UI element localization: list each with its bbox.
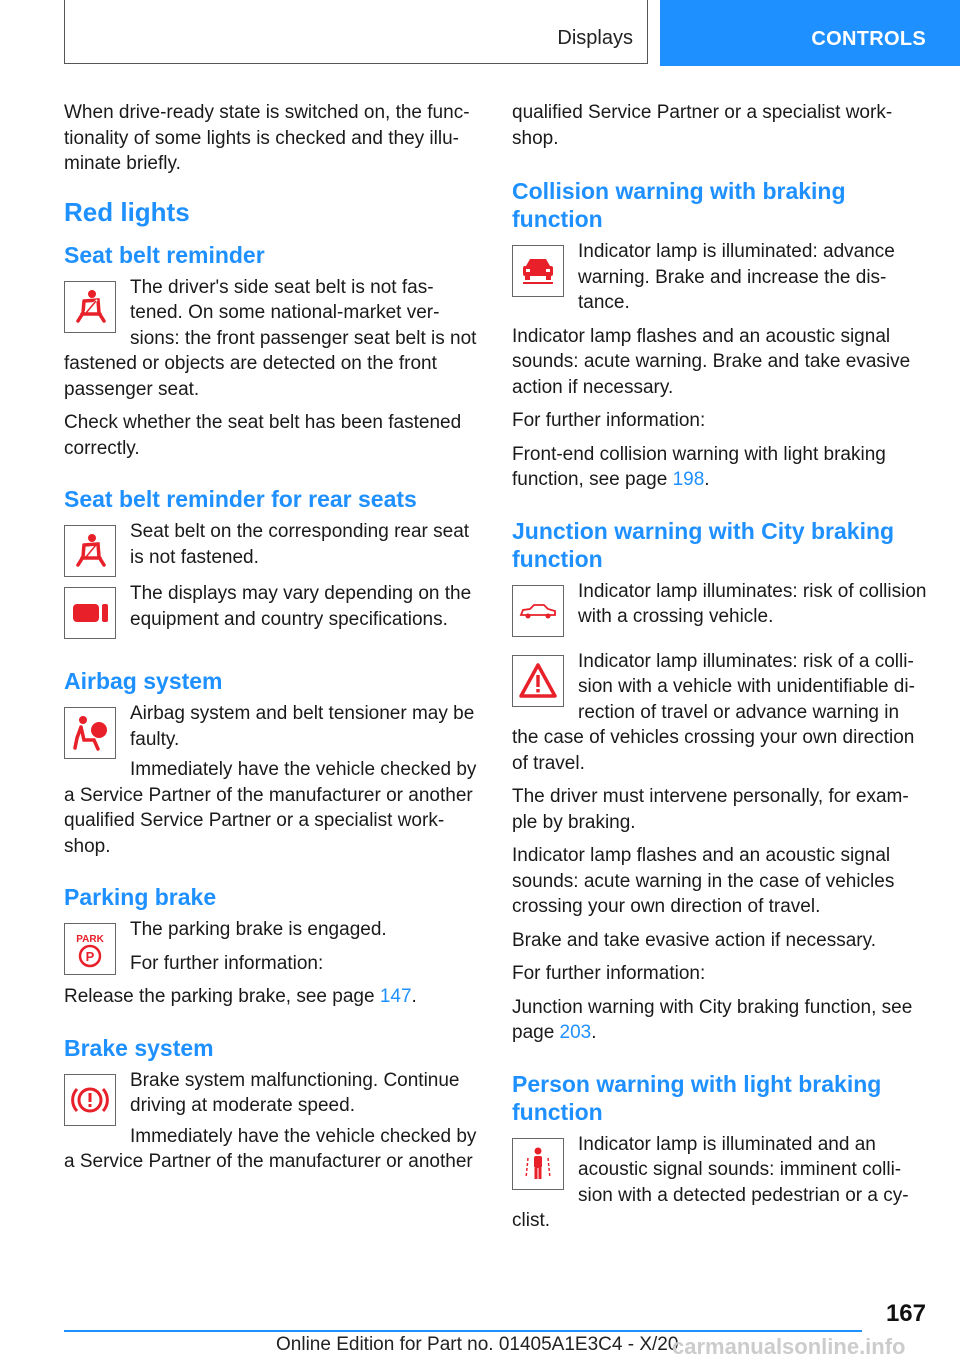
junction-brake: Brake and take evasive action if necessary. xyxy=(512,929,877,951)
heading-junction-warning: Junction warning with City braking function xyxy=(512,517,895,572)
junction-unidentified-indicator xyxy=(512,649,927,777)
junction-text: Indicator lamp illuminates: risk of collision with a crossing vehicle. xyxy=(578,580,927,627)
seat-belt-text: The driver's side seat belt is not fas-tened. On some national-market ver-sions: the front passenger seat belt is not fastened or objects are detected on the front passenger seat. xyxy=(64,276,477,400)
rear-seat-belt-icon xyxy=(64,525,116,577)
pedestrian-icon xyxy=(512,1138,564,1190)
left-column xyxy=(64,100,479,1183)
right-column xyxy=(512,100,927,1242)
person-text: Indicator lamp is illuminated and an acoustic signal sounds: imminent colli-sion with a detected pedestrian or a cy-clist. xyxy=(512,1133,909,1231)
brake-system-text: Brake system malfunctioning. Continue driving at moderate speed. xyxy=(130,1069,460,1116)
junction-acute: Indicator lamp flashes and an acoustic signal sounds: acute warning in the case of vehicles crossing your own direction of travel. xyxy=(512,845,895,917)
collision-indicator xyxy=(512,239,927,316)
header-chapter-tab xyxy=(660,0,960,66)
brake-system-icon xyxy=(64,1074,116,1126)
collision-text: Indicator lamp is illuminated: advance warning. Brake and increase the dis-tance. xyxy=(578,241,895,313)
seat-belt-indicator xyxy=(64,275,479,403)
heading-collision-warning: Collision warning with braking function xyxy=(512,178,846,232)
page-link-203[interactable]: 203 xyxy=(559,1022,592,1043)
parking-brake-info: For further information: xyxy=(130,952,324,974)
person-indicator xyxy=(512,1132,927,1234)
heading-airbag-system: Airbag system xyxy=(64,668,223,694)
intro-text: When drive-ready state is switched on, the func-tionality of some lights is checked and they illu-minate briefly. xyxy=(64,102,470,174)
airbag-icon xyxy=(64,707,116,759)
heading-person-warning: Person warning with light braking function xyxy=(512,1070,882,1125)
page-header xyxy=(0,0,960,66)
rear-seat-belt-text: Seat belt on the corresponding rear seat is not fastened. xyxy=(130,521,470,568)
footer-divider xyxy=(64,1330,862,1332)
svg-text:P: P xyxy=(85,949,95,964)
junction-unidentified-text: Indicator lamp illuminates: risk of a colli-sion with a vehicle with unidentifiable di-rection of travel or advance warning in the case of vehicles crossing your own direction of travel. xyxy=(512,650,915,774)
collision-acute: Indicator lamp flashes and an acoustic signal sounds: acute warning. Brake and take evasive action if necessary. xyxy=(512,325,911,398)
rear-seat-display-indicator xyxy=(64,581,479,643)
crossing-car-icon xyxy=(512,585,564,637)
header-section-label: Displays xyxy=(557,27,633,49)
rear-seat-belt-indicator xyxy=(64,519,479,581)
parking-brake-icon xyxy=(64,923,116,975)
page-link-198[interactable]: 198 xyxy=(672,469,705,490)
heading-parking-brake: Parking brake xyxy=(64,884,217,910)
heading-rear-seat-belt: Seat belt reminder for rear seats xyxy=(64,486,417,512)
rear-seat-display-icon xyxy=(64,587,116,639)
heading-seat-belt-reminder: Seat belt reminder xyxy=(64,241,265,268)
junction-driver: The driver must intervene personally, for exam-ple by braking. xyxy=(512,786,909,833)
page-number: 167 xyxy=(885,1300,926,1327)
junction-info: For further information: xyxy=(512,963,706,984)
warning-triangle-icon xyxy=(512,655,564,707)
page-link-147[interactable]: 147 xyxy=(379,986,412,1007)
collision-ref: Front‑end collision warning with light braking function, see page 198. xyxy=(512,443,886,490)
parking-brake-indicator xyxy=(64,917,479,1010)
watermark: carmanualsonline.info xyxy=(672,1334,906,1359)
airbag-text: Airbag system and belt tensioner may be faulty. xyxy=(130,703,475,750)
car-warning-icon xyxy=(512,245,564,297)
rear-seat-display-text: The displays may vary depending on the equipment and country specifications. xyxy=(130,583,472,630)
heading-red-lights: Red lights xyxy=(64,196,190,227)
airbag-action: Immediately have the vehicle checked by a Service Partner of the manufacturer or another qualified Service Partner or a specialist work-shop. xyxy=(64,759,477,857)
brake-system-indicator xyxy=(64,1068,479,1124)
seat-belt-check: Check whether the seat belt has been fastened correctly. xyxy=(64,412,462,459)
parking-brake-release: Release the parking brake, see page 147. xyxy=(64,986,417,1007)
collision-info: For further information: xyxy=(512,410,706,431)
junction-ref: Junction warning with City braking function, see page 203. xyxy=(512,996,913,1043)
parking-brake-text: The parking brake is engaged. xyxy=(130,919,387,940)
seat-belt-icon xyxy=(64,281,116,333)
header-section-box xyxy=(64,0,648,64)
heading-brake-system: Brake system xyxy=(64,1034,214,1061)
continued-text: qualified Service Partner or a specialist work-shop. xyxy=(512,102,893,149)
footer-edition: Online Edition for Part no. 01405A1E3C4 - X/20 xyxy=(276,1334,679,1355)
svg-text:PARK: PARK xyxy=(76,934,104,945)
header-chapter-label: CONTROLS xyxy=(811,28,926,50)
brake-system-action: Immediately have the vehicle checked by a Service Partner of the manufacturer or another xyxy=(64,1125,477,1172)
junction-indicator xyxy=(512,579,927,641)
airbag-indicator xyxy=(64,701,479,757)
